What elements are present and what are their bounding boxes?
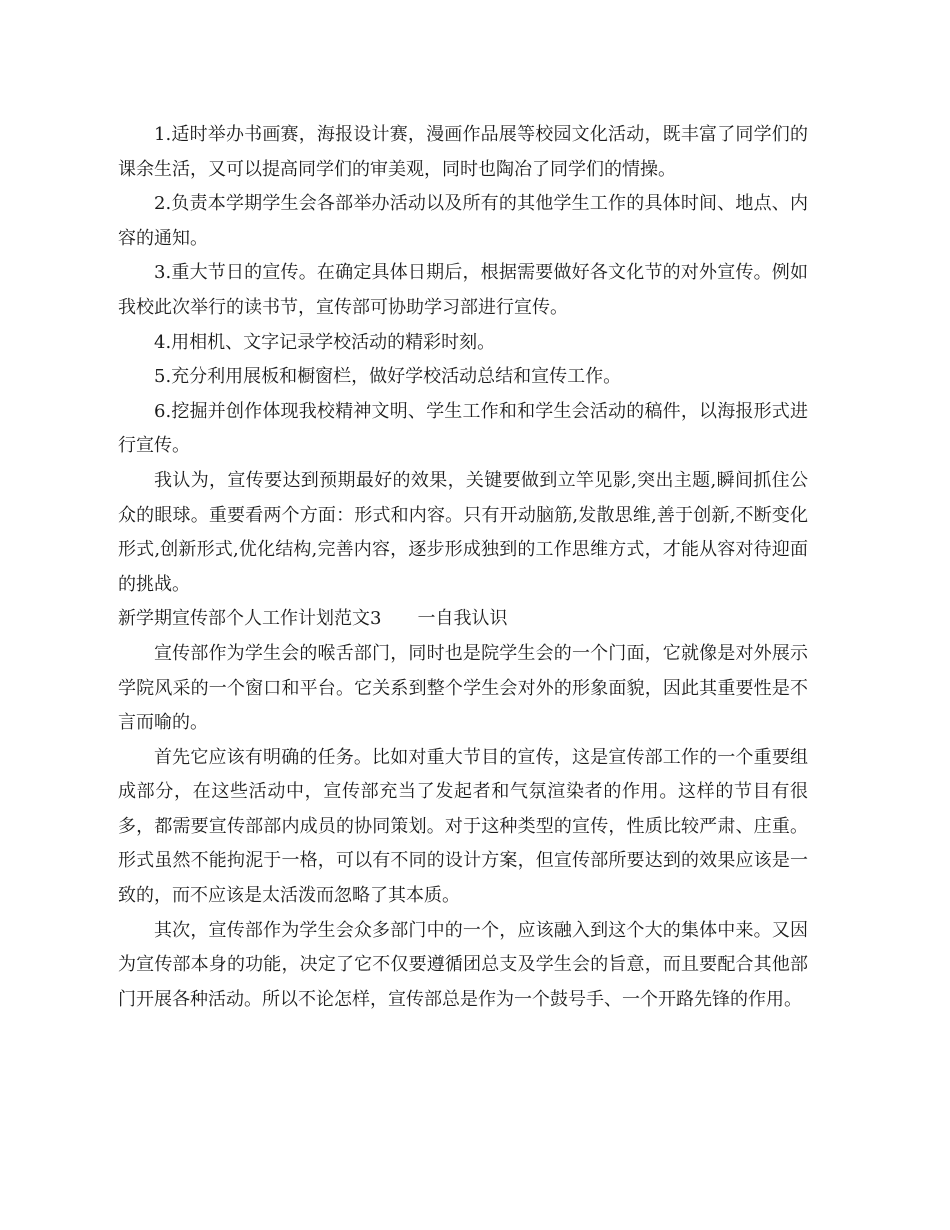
paragraph-item-4: 4.用相机、文字记录学校活动的精彩时刻。 [154, 331, 496, 353]
paragraph-item-2: 2.负责本学期学生会各部举办活动以及所有的其他学生工作的具体时间、地点、内容的通知。 [118, 193, 808, 249]
role-paragraph: 其次，宣传部作为学生会众多部门中的一个，应该融入到这个大的集体中来。又因为宣传部本身的功能，决定了它不仅要遵循团总支及学生会的旨意，而且要配合其他部门开展各种活动。所以不论怎样，宣传部总是作为一个鼓号手、一个开路先锋的作用。 [118, 919, 808, 1010]
opinion-paragraph: 我认为，宣传要达到预期最好的效果，关键要做到立竿见影,突出主题,瞬间抓住公众的眼球。重要看两个方面：形式和内容。只有开动脑筋,发散思维,善于创新,不断变化形式,创新形式,优化结构,完善内容，逐步形成独到的工作思维方式，才能从容对待迎面的挑战。 [118, 469, 808, 595]
self-awareness-paragraph: 宣传部作为学生会的喉舌部门，同时也是院学生会的一个门面，它就像是对外展示学院风采的一个窗口和平台。它关系到整个学生会对外的形象面貌，因此其重要性是不言而喻的。 [118, 642, 808, 734]
document-body [118, 118, 808, 1017]
section-heading [118, 602, 808, 637]
paragraph-item-5: 5.充分利用展板和橱窗栏，做好学校活动总结和宣传工作。 [154, 366, 622, 388]
paragraph-item-3: 3.重大节日的宣传。在确定具体日期后，根据需要做好各文化节的对外宣传。例如我校此次举行的读书节，宣传部可协助学习部进行宣传。 [118, 262, 808, 318]
paragraph-item-1: 1.适时举办书画赛，海报设计赛，漫画作品展等校园文化活动，既丰富了同学们的课余生活，又可以提高同学们的审美观，同时也陶冶了同学们的情操。 [118, 124, 808, 180]
paragraph-item-6: 6.挖掘并创作体现我校精神文明、学生工作和和学生会活动的稿件，以海报形式进行宣传。 [118, 400, 808, 457]
section-heading-subtitle: 一自我认识 [417, 608, 508, 630]
section-heading-title: 新学期宣传部个人工作计划范文3 [118, 608, 382, 630]
task-paragraph: 首先它应该有明确的任务。比如对重大节目的宣传，这是宣传部工作的一个重要组成部分，在这些活动中，宣传部充当了发起者和气氛渲染者的作用。这样的节目有很多，都需要宣传部部内成员的协同策划。对于这种类型的宣传，性质比较严肃、庄重。形式虽然不能拘泥于一格，可以有不同的设计方案，但宣传部所要达到的效果应该是一致的，而不应该是太活泼而忽略了其本质。 [118, 746, 808, 907]
